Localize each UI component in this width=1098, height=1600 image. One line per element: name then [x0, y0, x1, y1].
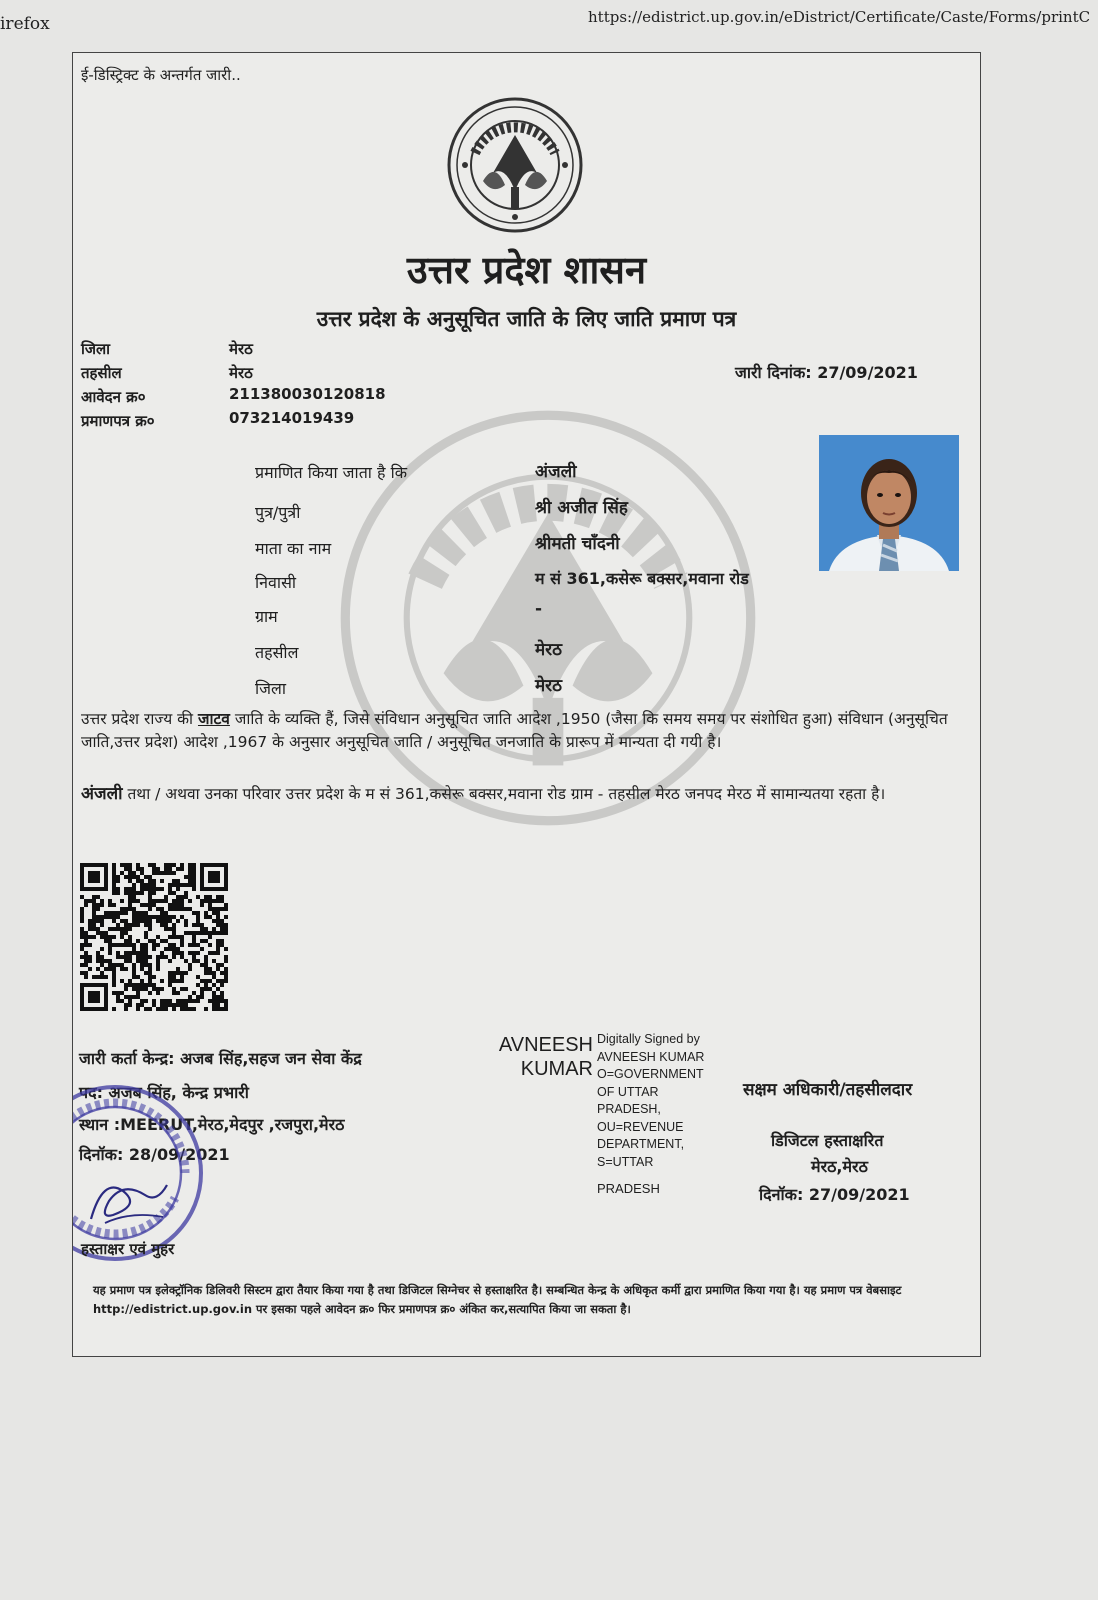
signature-seal-label: हस्ताक्षर एवं मुहर	[81, 1240, 175, 1258]
issue-date: जारी दिनांक: 27/09/2021	[735, 363, 918, 382]
certified-label: प्रमाणित किया जाता है कि	[255, 463, 408, 482]
resident-value: म सं 361,कसेरू बक्सर,मवाना रोड	[535, 569, 749, 588]
ds-line: DEPARTMENT,	[597, 1137, 685, 1151]
resident-name: अंजली	[81, 784, 123, 804]
issuer-post: पद: अजब सिंह, केन्द्र प्रभारी	[79, 1083, 249, 1102]
digitally-signed-label: डिजिटल हस्ताक्षरित	[771, 1131, 884, 1150]
mother-name-value: श्रीमती चाँदनी	[535, 534, 620, 554]
field-tehsil-label: तहसील	[255, 643, 299, 662]
digital-signature-details	[597, 1031, 704, 1171]
caste-certificate	[72, 52, 981, 1357]
field-district-label: जिला	[255, 679, 287, 698]
officer-designation: सक्षम अधिकारी/तहसीलदार	[743, 1080, 913, 1100]
certificate-footer-note: यह प्रमाण पत्र इलेक्ट्रॉनिक डिलिवरी सिस्टम द्वारा तैयार किया गया है तथा डिजिटल सिग्नेचर से हस्ताक्षरित है। सम्बन्धित केन्द्र के अधिकृत कर्मी द्वारा प्रमाणित किया गया है। यह प्रमाण पत्र वेबसाइट http://edistrict.up.gov.in पर इसका पहले आवेदन क्र० फिर प्रमाणपत्र क्र० अंकित कर,सत्यापित किया जा सकता है।	[93, 1283, 902, 1316]
ds-line: OF UTTAR	[597, 1084, 659, 1099]
issuing-center: जारी कर्ता केन्द्र: अजब सिंह,सहज जन सेवा केंद्र	[79, 1049, 362, 1068]
village-label: ग्राम	[255, 607, 278, 626]
application-no-value: 211380030120818	[229, 385, 386, 403]
village-value: -	[535, 599, 543, 619]
signer-name-line1: AVNEESH	[498, 1034, 593, 1056]
field-tehsil-value: मेरठ	[535, 640, 562, 660]
ds-line: AVNEESH KUMAR	[597, 1049, 705, 1064]
tehsil-label: तहसील	[81, 364, 122, 382]
issued-under-text: ई-डिस्ट्रिक्ट के अन्तर्गत जारी..	[81, 66, 241, 84]
government-title: उत्तर प्रदेश शासन	[406, 248, 647, 292]
state-emblem-icon	[445, 95, 585, 235]
certificate-title: उत्तर प्रदेश के अनुसूचित जाति के लिए जाति प्रमाण पत्र	[316, 307, 737, 331]
officer-place: मेरठ,मेरठ	[811, 1157, 868, 1176]
issuer-date: दिनॉक: 28/09/2021	[79, 1145, 230, 1164]
son-daughter-of-label: पुत्र/पुत्री	[255, 503, 301, 522]
caste-statement-suffix: जाति के व्यक्ति हैं, जिसे संविधान अनुसूचित जाति आदेश ,1950 (जैसा कि समय समय पर संशोधित हुआ) संविधान (अनुसूचित जाति,उत्तर प्रदेश) आदेश ,1967 के अनुसार अनुसूचित जाति / अनुसूचित जनजाति के प्रारूप में मान्यता दी गयी है।	[81, 710, 948, 751]
certificate-no-label: प्रमाणपत्र क्र०	[81, 412, 155, 430]
qr-code	[79, 863, 229, 1011]
field-district-value: मेरठ	[535, 676, 562, 696]
ds-line: PRADESH,	[597, 1102, 661, 1116]
ds-last-line: PRADESH	[597, 1181, 660, 1196]
ds-line: S=UTTAR	[597, 1154, 654, 1169]
certificate-no-value: 073214019439	[229, 409, 355, 427]
signer-name-line2: KUMAR	[520, 1058, 593, 1080]
residence-statement-text: तथा / अथवा उनका परिवार उत्तर प्रदेश के म सं 361,कसेरू बक्सर,मवाना रोड ग्राम - तहसील मेरठ जनपद मेरठ में सामान्यतया रहता है।	[122, 785, 886, 803]
officer-sign-date: दिनॉक: 27/09/2021	[759, 1185, 910, 1204]
applicant-name-value: अंजली	[535, 462, 577, 482]
handwritten-signature	[83, 1171, 173, 1231]
issuer-place: स्थान :MEERUT,मेरठ,मेदपुर ,रजपुरा,मेरठ	[79, 1115, 345, 1134]
tehsil-value: मेरठ	[229, 364, 253, 382]
ds-line: OU=REVENUE	[597, 1119, 684, 1134]
mother-name-label: माता का नाम	[255, 539, 332, 558]
caste-statement-prefix: उत्तर प्रदेश राज्य की	[81, 710, 198, 728]
district-label: जिला	[81, 340, 111, 358]
caste-name: जाटव	[197, 710, 230, 728]
district-value: मेरठ	[229, 340, 253, 358]
resident-label: निवासी	[255, 573, 297, 592]
applicant-photo	[819, 435, 959, 571]
browser-url-text: https://edistrict.up.gov.in/eDistrict/Certificate/Caste/Forms/printC	[588, 8, 1091, 26]
digital-signer-name	[477, 1033, 593, 1081]
residence-statement-paragraph	[81, 783, 961, 806]
browser-app-label: irefox	[0, 14, 50, 34]
ds-line: Digitally Signed by	[597, 1032, 700, 1046]
application-no-label: आवेदन क्र०	[81, 388, 146, 406]
ds-line: O=GOVERNMENT	[597, 1067, 704, 1081]
caste-statement-paragraph	[81, 708, 961, 754]
father-name-value: श्री अजीत सिंह	[535, 498, 628, 518]
